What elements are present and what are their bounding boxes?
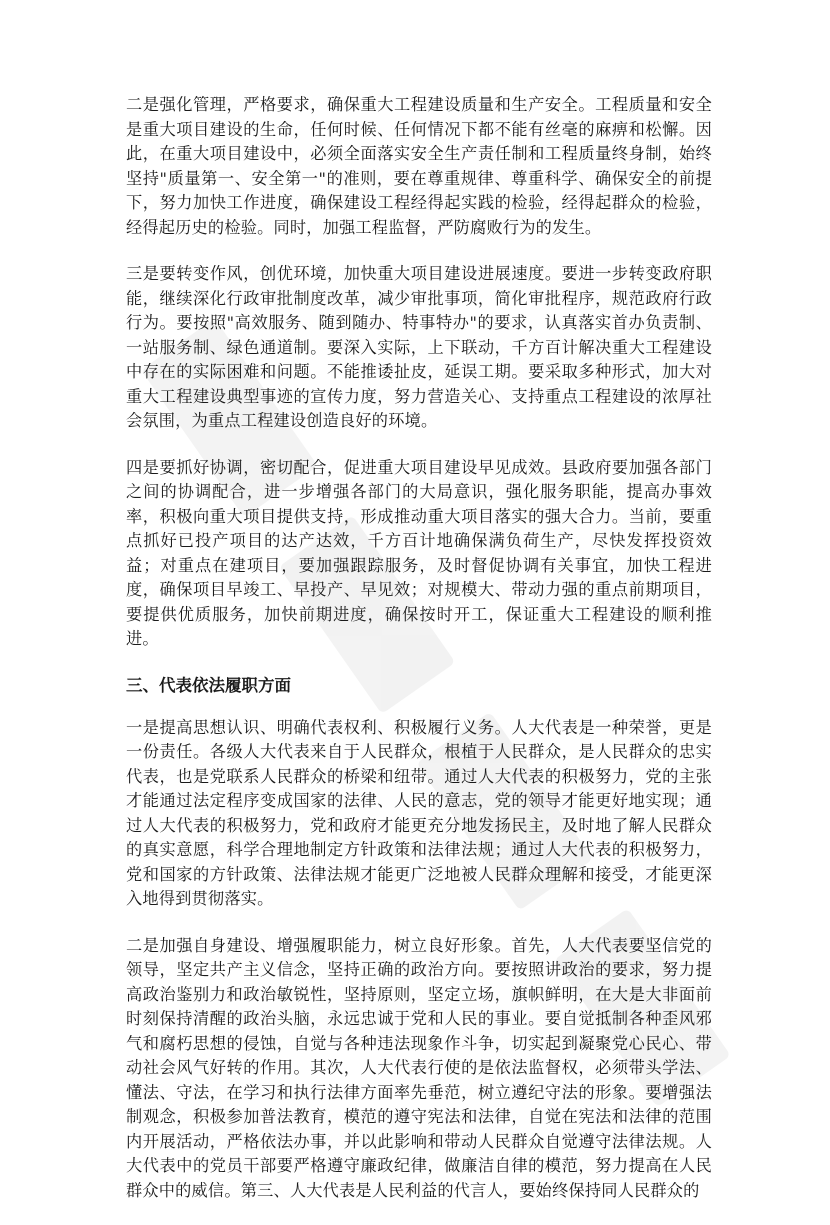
paragraph: 二是强化管理，严格要求，确保重大工程建设质量和生产安全。工程质量和安全是重大项目建设的生命，任何时候、任何情况下都不能有丝毫的麻痹和松懈。因此，在重大项目建设中，必须全面落实安全生产责任制和工程质量终身制，始终坚持"质量第一、安全第一"的准则，要在尊重规律、尊重科学、确保安全的前提下，努力加快工作进度，确保建设工程经得起实践的检验，经得起群众的检验，经得起历史的检验。同时，加强工程监督，严防腐败行为的发生。	[126, 95, 712, 237]
paragraph: 一是提高思想认识、明确代表权利、积极履行义务。人大代表是一种荣誉，更是一份责任。各级人大代表来自于人民群众，根植于人民群众，是人民群众的忠实代表，也是党联系人民群众的桥梁和纽带。通过人大代表的积极努力，党的主张才能通过法定程序变成国家的法律、人民的意志，党的领导才能更好地实现；通过人大代表的积极努力，党和政府才能更充分地发扬民主，及时地了解人民群众的真实意愿，科学合理地制定方针政策和法律法规；通过人大代表的积极努力，党和国家的方针政策、法律法规才能更广泛地被人民群众理解和接受，才能更深入地得到贯彻落实。	[126, 717, 712, 908]
paragraph: 四是要抓好协调，密切配合，促进重大项目建设早见成效。县政府要加强各部门之间的协调配合，进一步增强各部门的大局意识，强化服务职能，提高办事效率，积极向重大项目提供支持，形成推动重大项目落实的强大合力。当前，要重点抓好已投产项目的达产达效，千方百计地确保满负荷生产，尽快发挥投资效益；对重点在建项目，要加强跟踪服务，及时督促协调有关事宜，加快工程进度，确保项目早竣工、早投产、早见效；对规模大、带动力强的重点前期项目，要提供优质服务，加快前期进度，确保按时开工，保证重大工程建设的顺利推进。	[126, 457, 712, 648]
document-body	[126, 93, 712, 1225]
paragraph: 二是加强自身建设、增强履职能力，树立良好形象。首先，人大代表要坚信党的领导，坚定共产主义信念，坚持正确的政治方向。要按照讲政治的要求，努力提高政治鉴别力和政治敏锐性，坚持原则，坚定立场，旗帜鲜明，在大是大非面前时刻保持清醒的政治头脑，永远忠诚于党和人民的事业。要自觉抵制各种歪风邪气和腐朽思想的侵蚀，自觉与各种违法现象作斗争，切实起到凝聚党心民心、带动社会风气好转的作用。其次，人大代表行使的是依法监督权，必须带头学法、懂法、守法，在学习和执行法律方面率先垂范，树立遵纪守法的形象。要增强法制观念，积极参加普法教育，模范的遵守宪法和法律，自觉在宪法和法律的范围内开展活动，严格依法办事，并以此影响和带动人民群众自觉遵守法律法规。人大代表中的党员干部要严格遵守廉政纪律，做廉洁自律的模范，努力提高在人民群众中的威信。第三、人大代表是人民利益的代言人，要始终保持同人民群众的	[126, 935, 712, 1200]
section-heading: 三、代表依法履职方面	[126, 675, 291, 695]
paragraph: 三是要转变作风，创优环境，加快重大项目建设进展速度。要进一步转变政府职能，继续深化行政审批制度改革，减少审批事项，简化审批程序，规范政府行政行为。要按照"高效服务、随到随办、特事特办"的要求，认真落实首办负责制、一站服务制、绿色通道制。要深入实际，上下联动，千方百计解决重大工程建设中存在的实际困难和问题。不能推诿扯皮，延误工期。要采取多种形式，加大对重大工程建设典型事迹的宣传力度，努力营造关心、支持重点工程建设的浓厚社会氛围，为重点工程建设创造良好的环境。	[126, 264, 712, 430]
